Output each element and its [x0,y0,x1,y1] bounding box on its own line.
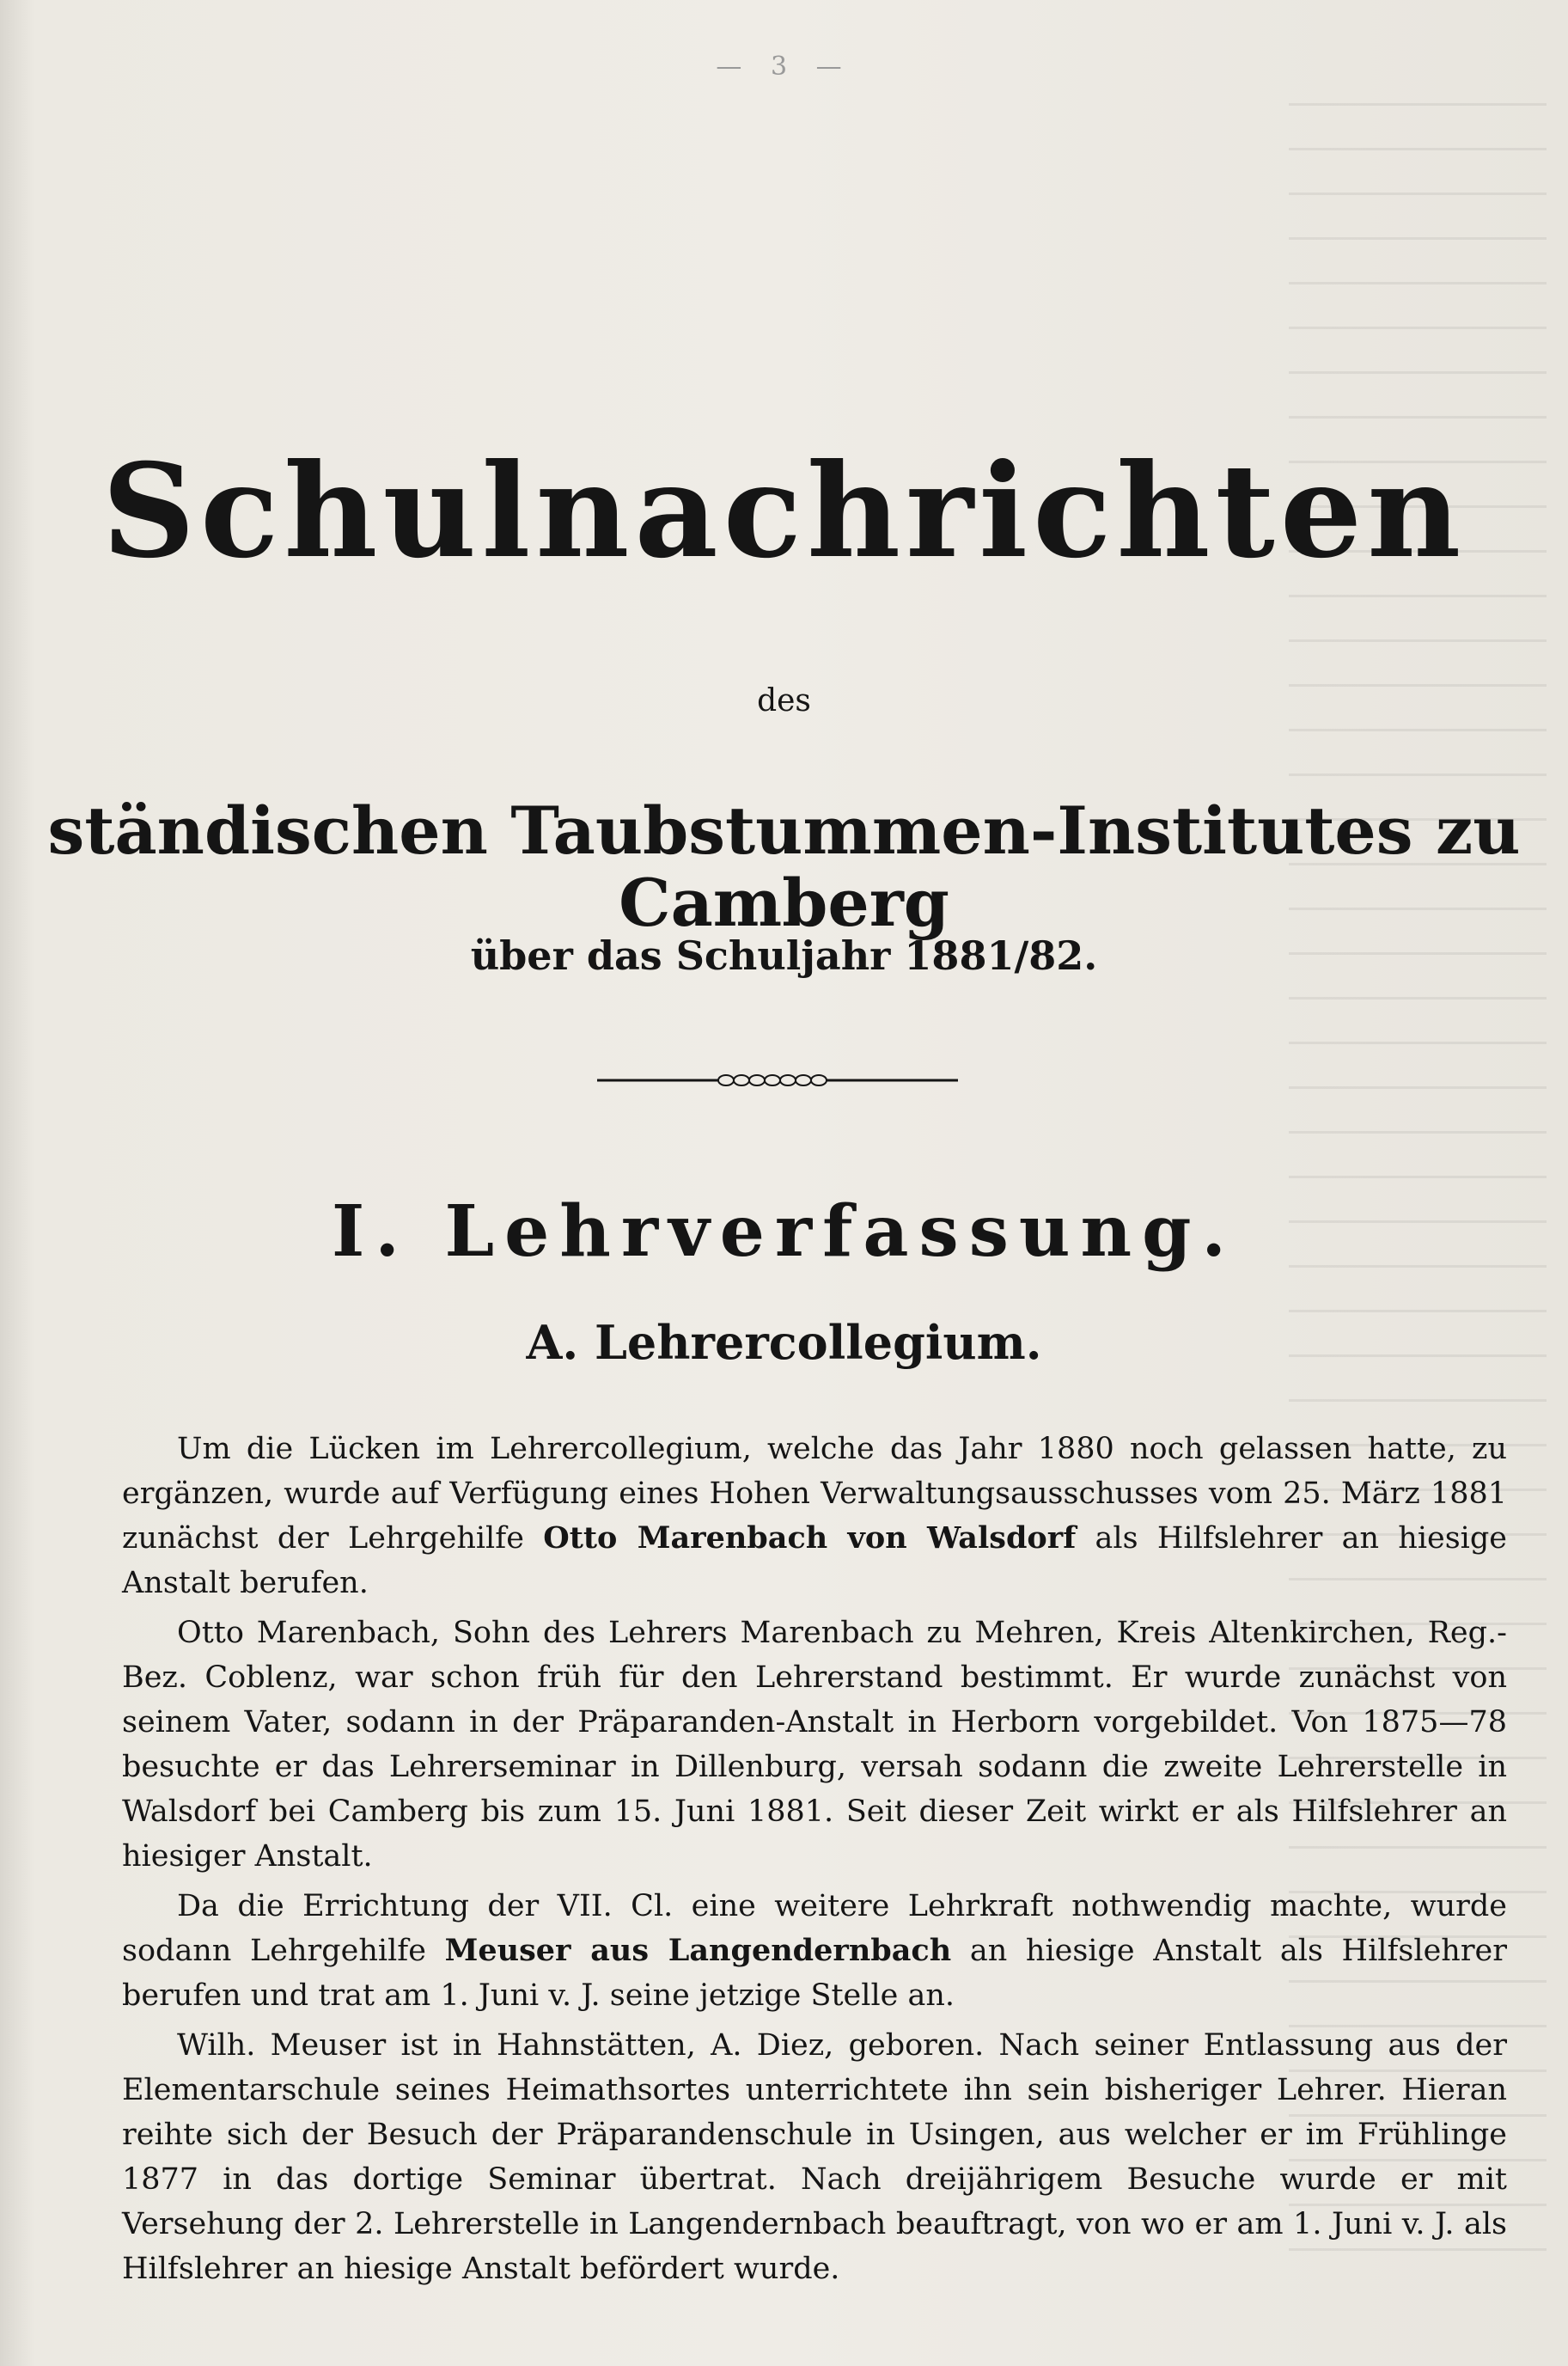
subsection-heading: A. Lehrercollegium. [526,1315,1042,1370]
paragraph-3 [122,1884,1507,2018]
institution-name: ständischen Taubstummen-Institutes zu Camberg [47,792,1521,941]
subtitle-connector: des [757,683,811,718]
name-meuser: Meuser aus Langendernbach [444,1933,952,1968]
paragraph-4: Wilh. Meuser ist in Hahnstätten, A. Diez, geboren. Nach seiner Entlassung aus der Elementarschule seines Heimathsortes unterrichtete ihn sein bisheriger Lehrer. Hieran reihte sich der Besuch der Präparandenschule in Usingen, aus welcher er im Frühlinge 1877 in das dortige Seminar übertrat. Nach dreijährigem Besuche wurde er mit Versehung der 2. Lehrerstelle in Langendernbach beauftragt, von wo er am 1. Juni v. J. als Hilfslehrer an hiesige Anstalt befördert wurde. [122,2028,1507,2286]
name-marenbach: Otto Marenbach von Walsdorf [543,1520,1077,1556]
paragraph-1 [122,1427,1507,1605]
section-heading: I. Lehrverfassung. [332,1190,1236,1273]
paragraph-1-part-c: als Hilfslehrer an hiesige Anstalt berufen. [122,1521,1507,1600]
paragraph-3-part-c: an hiesige Anstalt als Hilfslehrer berufen und trat am 1. Juni v. J. seine jetzige Stelle an. [122,1934,1507,2013]
ornamental-divider [597,1070,958,1091]
paragraph-3-part-a: Da die Errichtung der VII. Cl. eine weitere Lehrkraft nothwendig machte, wurde sodann Lehrgehilfe [122,1889,1507,1968]
school-year: über das Schuljahr 1881/82. [470,932,1098,979]
paragraph-1-part-a: Um die Lücken im Lehrercollegium, welche das Jahr 1880 noch gelassen hatte, zu ergänzen, wurde auf Verfügung eines Hohen Verwaltungsausschusses vom 25. März 1881 zunächst der Lehrgehilfe [122,1432,1507,1556]
body-text [122,1427,1507,2296]
page-title: Schulnachrichten [101,436,1467,587]
page-number: — 3 — [716,52,852,82]
paragraph-2: Otto Marenbach, Sohn des Lehrers Marenbach zu Mehren, Kreis Altenkirchen, Reg.-Bez. Coblenz, war schon früh für den Lehrerstand bestimmt. Er wurde zunächst von seinem Vater, sodann in der Präparanden-Anstalt in Herborn vorgebildet. Von 1875—78 besuchte er das Lehrerseminar in Dillenburg, versah sodann die zweite Lehrerstelle in Walsdorf bei Camberg bis zum 15. Juni 1881. Seit dieser Zeit wirkt er als Hilfslehrer an hiesiger Anstalt. [122,1616,1507,1874]
